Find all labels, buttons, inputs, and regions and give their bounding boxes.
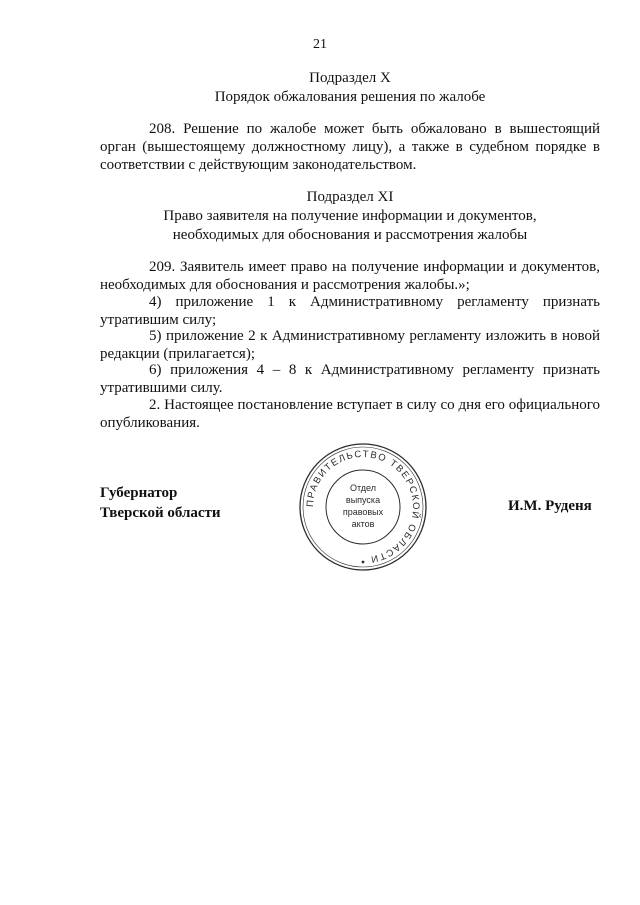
paragraph-clause-2: 2. Настоящее постановление вступает в силу со дня его официального опубликования. <box>100 397 600 431</box>
paragraph-208: 208. Решение по жалобе может быть обжаловано в вышестоящий орган (вышестоящему должностному лицу), а также в судебном порядке в соответствии с действующим законодательством. <box>100 121 600 173</box>
signatory-position <box>100 483 221 523</box>
stamp-dot <box>362 561 365 564</box>
paragraph-item-6: 6) приложения 4 – 8 к Административному регламенту признать утратившими силу. <box>100 362 600 396</box>
signatory-position-line1: Губернатор <box>100 485 178 501</box>
paragraph-item-5: 5) приложение 2 к Административному регламенту изложить в новой редакции (прилагается); <box>100 328 600 362</box>
official-stamp <box>298 442 428 572</box>
section-subtitle: Порядок обжалования решения по жалобе <box>214 89 486 105</box>
paragraph-209: 209. Заявитель имеет право на получение информации и документов, необходимых для обоснования и рассмотрения жалобы.»; <box>100 259 600 293</box>
section-title: Подраздел XI <box>306 189 394 205</box>
section-heading-x <box>100 69 600 107</box>
stamp-center-line: Отдел <box>349 483 377 493</box>
section-title: Подраздел X <box>309 70 391 86</box>
signatory-name: И.М. Руденя <box>508 498 592 514</box>
stamp-center-line: правовых <box>342 507 384 517</box>
paragraph-item-4: 4) приложение 1 к Административному регламенту признать утратившим силу; <box>100 294 600 328</box>
section-subtitle: необходимых для обоснования и рассмотрения жалобы <box>172 227 528 243</box>
stamp-ring-text: ПРАВИТЕЛЬСТВО ТВЕРСКОЙ ОБЛАСТИ <box>304 448 422 565</box>
stamp-center-line: выпуска <box>345 495 381 505</box>
section-heading-xi <box>100 188 600 245</box>
signatory-position-line2: Тверской области <box>100 505 221 521</box>
page-number: 21 <box>313 37 327 52</box>
section-subtitle: Право заявителя на получение информации и документов, <box>163 208 537 224</box>
stamp-center-line: актов <box>351 519 375 529</box>
